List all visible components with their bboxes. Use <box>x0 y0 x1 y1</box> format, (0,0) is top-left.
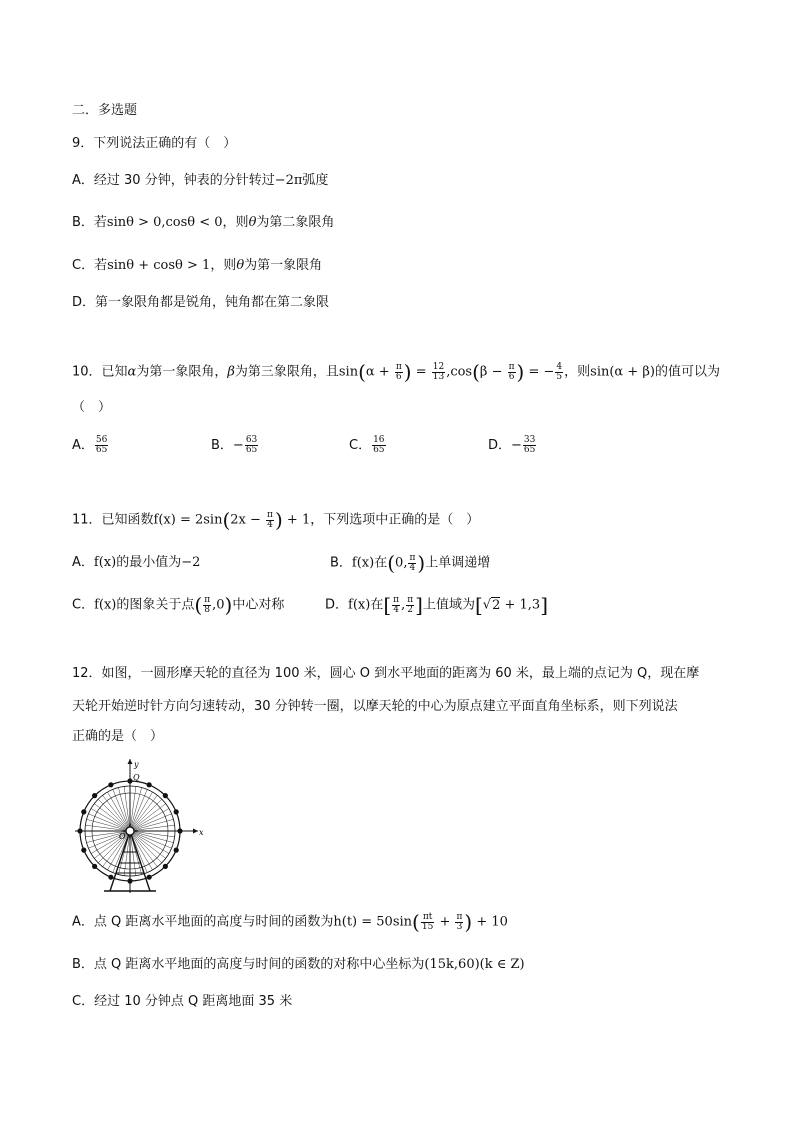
q9-b-theta: θ <box>248 215 257 230</box>
wheel-pod <box>163 864 168 869</box>
q12-line-1: 12．如图，一圆形摩天轮的直径为 100 米，圆心 O 到水平地面的距离为 60 米，最上端的点记为 Q，现在摩 <box>72 666 700 681</box>
q10-beta: β <box>227 364 235 380</box>
q10-p2: 为第一象限角， <box>136 364 228 380</box>
wheel-pod <box>163 793 168 798</box>
q9-option-b <box>72 213 334 233</box>
q10-option-b: B．− $\frac{63}{65}$ <box>211 435 258 455</box>
q9-a-math: −2π <box>274 173 303 188</box>
q11-p2: ，下列选项中正确的是（ ） <box>310 512 480 528</box>
q10-inner-a: α + <box>365 364 394 380</box>
q10-sin-sum: sin(α + β) <box>590 364 655 380</box>
q11-inner: 2x − <box>230 512 266 528</box>
q12-line-3: 正确的是（ ） <box>72 729 164 744</box>
wheel-pod <box>108 782 113 787</box>
q9-c-mid: ，则 <box>210 258 237 273</box>
q9-c-text: C．若 <box>72 258 108 273</box>
q9-option-a <box>72 171 328 191</box>
q9-b-math: sinθ > 0,cosθ < 0 <box>106 215 223 230</box>
q9-option-d: D．第一象限角都是锐角，钝角都在第二象限 <box>72 295 330 310</box>
q12-line-2: 天轮开始逆时针方向匀速转动，30 分钟转一圈，以摩天轮的中心为原点建立平面直角坐标系，则下列说法 <box>72 699 678 714</box>
wheel-pod <box>81 848 86 853</box>
q9-c-tail: 为第一象限角 <box>244 258 323 273</box>
q11-option-b: B．f(x)在(0, $\frac{\pi}{4}$ )上单调递增 <box>330 551 491 575</box>
q10-p3: 为第三象限角，且 <box>234 364 339 380</box>
wheel-pod <box>147 782 152 787</box>
q11-option-c: C．f(x)的图象关于点( $\frac{\pi}{8}$ ,0)中心对称 <box>72 593 285 617</box>
ferris-wheel-figure <box>70 755 210 895</box>
figure-o-label: O <box>119 832 126 841</box>
q9-c-math: sinθ + cosθ > 1 <box>107 258 211 273</box>
q10-sin: sin <box>338 364 359 380</box>
figure-y-label: y <box>134 760 139 769</box>
wheel-pod <box>92 793 97 798</box>
q9-b-mid: ，则 <box>222 215 249 230</box>
q11-p1: 11．已知函数 <box>72 512 154 528</box>
section-title: 二．多选题 <box>72 103 138 118</box>
wheel-pod <box>174 809 179 814</box>
q9-a-tail: 弧度 <box>302 173 329 188</box>
q10-p4: ，则 <box>564 364 591 380</box>
figure-q-label: Q <box>133 773 140 782</box>
q10-frac-pi6-b: $\frac{\pi}{6}$ <box>508 361 515 382</box>
q10-stem: 10．已知α为第一象限角，β为第三象限角，且sin(α + $\frac{\pi}{6}$ ) = $\frac{12}{13}$ ,cos(β − $\frac{\pi}{6}$ ) = − $\frac{4}{5}$ ，则sin(α + β)的值可以为 <box>72 360 720 384</box>
wheel-pod <box>92 864 97 869</box>
q10-cos: ,cos <box>446 364 473 380</box>
q10-paren: （ ） <box>72 400 112 415</box>
q10-frac-12-13: $\frac{12}{13}$ <box>432 361 445 382</box>
q10-p5: 的值可以为 <box>654 364 720 380</box>
q12-option-b: B．点 Q 距离水平地面的高度与时间的函数的对称中心坐标为(15k,60)(k ∈ Z) <box>72 957 525 972</box>
figure-x-label: x <box>199 828 204 837</box>
q10-frac-4-5: $\frac{4}{5}$ <box>556 361 563 382</box>
q10-option-c: C． $\frac{16}{65}$ <box>349 435 385 455</box>
q11-option-a: A．f(x)的最小值为−2 <box>72 555 201 570</box>
q9-b-tail: 为第二象限角 <box>256 215 335 230</box>
q9-stem: 9．下列说法正确的有（ ） <box>72 136 237 151</box>
q11-option-d: D．f(x)在[ $\frac{\pi}{4}$ , $\frac{\pi}{2}$ ]上值域为[√2 + 1,3] <box>325 593 548 617</box>
q12-option-a: A．点 Q 距离水平地面的高度与时间的函数为h(t) = 50sin( $\frac{\pi t}{15}$ + $\frac{\pi}{3}$ ) + 10 <box>72 910 508 934</box>
q11-fx: f(x) = 2sin <box>153 512 223 528</box>
wheel-pod <box>108 875 113 880</box>
q10-option-d: D．− $\frac{33}{65}$ <box>488 435 536 455</box>
q10-option-a: A． $\frac{56}{65}$ <box>72 435 108 455</box>
q9-c-theta: θ <box>236 258 245 273</box>
q10-alpha: α <box>127 364 137 380</box>
q9-option-c <box>72 256 322 276</box>
wheel-pod <box>147 875 152 880</box>
q10-p1: 10．已知 <box>72 364 128 380</box>
q10-inner-b: β − <box>479 364 507 380</box>
q10-frac-pi6: $\frac{\pi}{6}$ <box>395 361 402 382</box>
q11-stem: 11．已知函数f(x) = 2sin(2x − $\frac{\pi}{4}$ ) + 1，下列选项中正确的是（ ） <box>72 508 480 532</box>
q12-option-c: C．经过 10 分钟点 Q 距离地面 35 米 <box>72 994 293 1009</box>
q9-b-text: B．若 <box>72 215 107 230</box>
q9-a-text: A．经过 30 分钟，钟表的分针转过 <box>72 173 275 188</box>
wheel-pod <box>81 809 86 814</box>
wheel-pod <box>174 848 179 853</box>
